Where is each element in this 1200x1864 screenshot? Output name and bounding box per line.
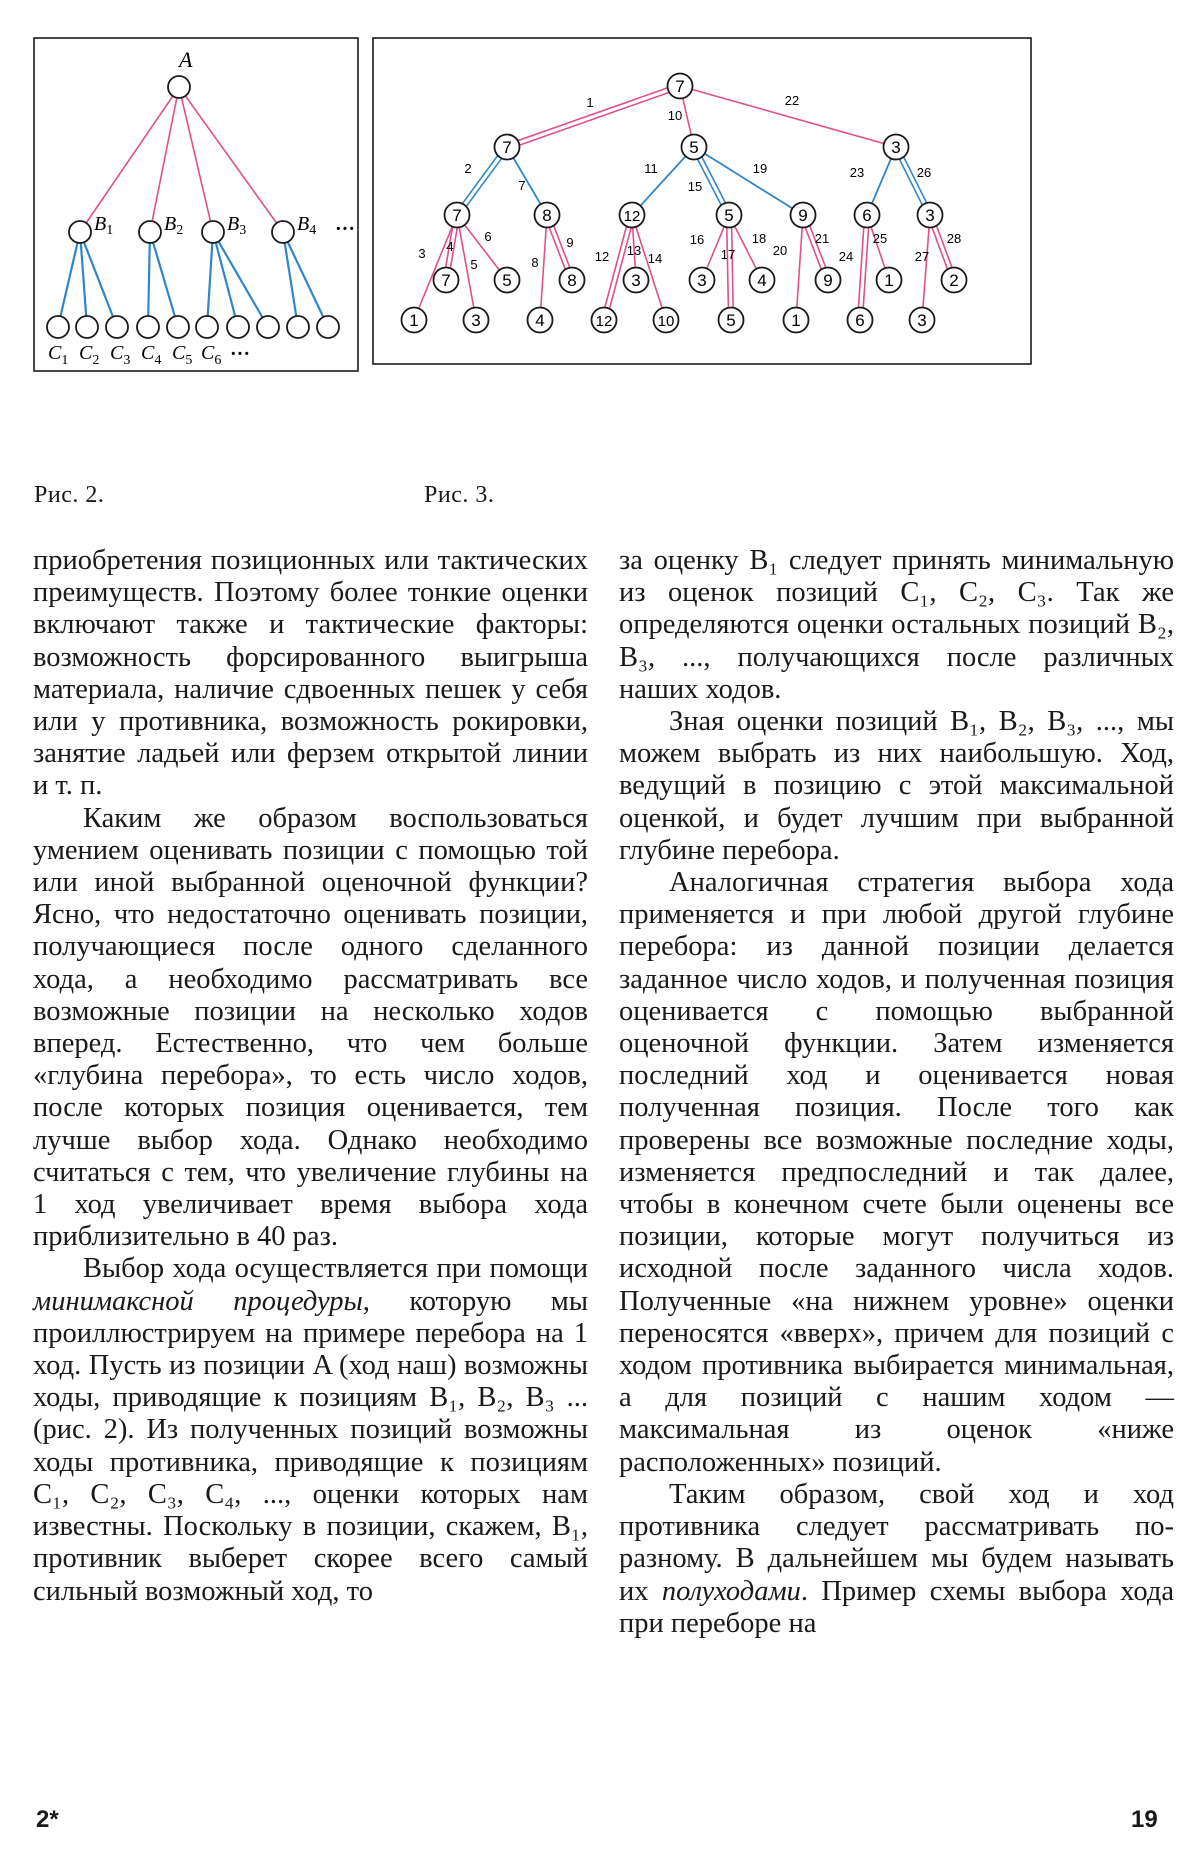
position-node: [76, 316, 98, 338]
edge-number: 28: [946, 231, 962, 246]
position-node: [528, 308, 553, 333]
edge-number: 22: [784, 93, 800, 108]
position-node: [167, 316, 189, 338]
paragraph: за оценку B₁ следует принять минимальную из оценок позиций C₁, C₂, C₃. Так же определяются оценки остальных позиций B₂, B₃, ..., получающихся после различных наших ходов.: [619, 545, 1174, 705]
position-node-value: 6: [862, 206, 872, 225]
position-node: [816, 268, 841, 293]
position-node-value: 3: [925, 206, 935, 225]
position-node-value: 5: [724, 206, 734, 225]
position-node: [791, 203, 816, 228]
paragraph: [33, 1253, 588, 1607]
edge-number: 15: [687, 179, 703, 194]
position-node: [495, 268, 520, 293]
edge-our-best-move: [508, 88, 681, 149]
edge-opponent-move: [58, 232, 80, 327]
position-node: [495, 135, 520, 160]
edge-number: 14: [647, 251, 663, 266]
node-label: $C_4$: [141, 342, 162, 368]
position-node-value: 5: [502, 271, 512, 290]
position-node-value: 4: [757, 271, 767, 290]
position-node: [750, 268, 775, 293]
figure-3-caption: Рис. 3.: [424, 482, 495, 508]
edge-number: 11: [644, 161, 658, 176]
position-node: [227, 316, 249, 338]
node-label-subscript: 2: [92, 353, 100, 368]
position-node: [682, 135, 707, 160]
node-label: $B_4$: [297, 213, 317, 238]
edge-number: 21: [814, 231, 830, 246]
figure-3-svg: [372, 37, 1034, 367]
position-node: [445, 203, 470, 228]
position-node: [287, 316, 309, 338]
position-node-value: 4: [535, 311, 545, 330]
position-node: [877, 268, 902, 293]
position-node: [272, 221, 294, 243]
node-label-subscript: 3: [239, 223, 247, 238]
right-column: [619, 545, 1174, 1640]
position-node: [317, 316, 339, 338]
edge-opponent-move: [150, 232, 178, 327]
position-node-value: 6: [855, 311, 865, 330]
edge-our-best-move: [731, 215, 733, 320]
node-label: $B_2$: [164, 213, 184, 238]
edge-opponent-move: [213, 232, 238, 327]
position-node: [910, 308, 935, 333]
edge-number: 12: [594, 249, 610, 264]
edge-number: 13: [626, 243, 642, 258]
text-run: Выбор хода осуществляется при помощи: [83, 1253, 588, 1285]
node-label: $C_2$: [79, 342, 100, 368]
position-node-value: 3: [917, 311, 927, 330]
position-node: [620, 203, 645, 228]
position-node: [942, 268, 967, 293]
edge-opponent-move: [632, 147, 694, 215]
position-node: [202, 221, 224, 243]
edge-number: 9: [566, 235, 574, 250]
position-node-value: 8: [542, 206, 552, 225]
position-node: [848, 308, 873, 333]
figure-2-root-label: A: [179, 47, 193, 72]
position-node-value: 9: [798, 206, 808, 225]
node-label-subscript: 2: [176, 223, 184, 238]
position-node: [918, 203, 943, 228]
position-node-value: 5: [726, 311, 736, 330]
figure-2-nodes: [47, 76, 339, 338]
position-node-value: 2: [949, 271, 959, 290]
position-node: [137, 316, 159, 338]
position-node: [717, 203, 742, 228]
position-node: [654, 308, 679, 333]
figure-2: [33, 37, 361, 375]
edge-number: 16: [689, 232, 705, 247]
paragraph: Каким же образом воспользоваться умением оценивать позиции с помощью той или иной выбранной оценочной функции? Ясно, что недостаточно оценивать позиции, получающиеся после одного сделанного хода, а необходимо рассматривать все возможные позиции на несколько ходов вперед. Естественно, что чем больше «глубина перебора», то есть число ходов, после которых позиция оценивается, тем лучше выбор хода. Однако необходимо считаться с тем, что увеличение глубины на 1 ход увеличивает время выбора хода приблизительно в 40 раз.: [33, 802, 588, 1253]
edge-number: 7: [518, 178, 526, 193]
text-run: Таким образом, свой ход и ход противника следует рассматривать по-разному. В дальнейшем мы будем называть их: [619, 1478, 1174, 1607]
position-node-value: 9: [823, 271, 833, 290]
position-node-value: 1: [884, 271, 894, 290]
position-node-value: 1: [791, 311, 801, 330]
node-label-subscript: 6: [214, 353, 222, 368]
position-node: [139, 221, 161, 243]
paragraph: Зная оценки позиций B₁, B₂, B₃, ..., мы можем выбрать из них наибольшую. Ход, ведущий в позицию с этой максимальной оценкой, и будет лучшим при выбранной глубине перебора.: [619, 706, 1174, 866]
position-node-value: 1: [409, 311, 419, 330]
term-minimax: минимаксной процедуры: [33, 1285, 363, 1317]
position-node: [784, 308, 809, 333]
edge-number: 8: [531, 255, 539, 270]
edge-number: 26: [916, 165, 932, 180]
node-label-subscript: 4: [154, 353, 162, 368]
figure-3-nodes: [402, 74, 967, 333]
edge-opponent-move: [213, 232, 268, 327]
paragraph: приобретения позиционных или тактических преимуществ. Поэтому более тонкие оценки включают также и тактические факторы: возможность форсированного выигрыша материала, наличие сдвоенных пешек у себя или у противника, возможность рокировки, занятие ладьей или ферзем открытой линии и т. п.: [33, 545, 588, 802]
edge-our-best-move: [506, 84, 679, 145]
position-node: [719, 308, 744, 333]
paragraph: Аналогичная стратегия выбора хода применяется и при любой другой глубине перебора: из данной позиции делается заданное число ходов, и полученная позиция оценивается с помощью выбранной оценочной функции. Затем изменяется последний ход и оценивается новая полученная позиция. После того как проверены все возможные последние ходы, изменяется предпоследний и так далее, чтобы в конечном счете были оценены все позиции, которые могут получиться из исходной после заданного числа ходов. Полученные «на нижнем уровне» оценки переносятся «вверх», причем для позиций с ходом противника выбирается минимальная, а для позиций с нашим ходом — максимальная из оценок «ниже расположенных» позиций.: [619, 867, 1174, 1478]
edge-number: 5: [470, 257, 478, 272]
edge-number: 4: [446, 239, 454, 254]
text-run: . Пример схемы выбора хода при переборе на: [619, 1575, 1174, 1639]
position-node-value: 3: [891, 138, 901, 157]
edge-number: 19: [752, 161, 768, 176]
position-node-value: 12: [595, 313, 613, 330]
edge-number: 18: [751, 231, 767, 246]
node-label: $C_5$: [172, 342, 193, 368]
edge-our-move: [179, 87, 283, 232]
page-number: 19: [1131, 1806, 1158, 1833]
position-node: [257, 316, 279, 338]
position-node-value: 7: [452, 206, 462, 225]
position-node-value: 5: [689, 138, 699, 157]
position-node: [69, 221, 91, 243]
position-node: [690, 268, 715, 293]
position-node: [434, 268, 459, 293]
edge-number: 17: [720, 247, 736, 262]
node-label-subscript: 1: [106, 223, 114, 238]
edge-opponent-move: [207, 232, 213, 327]
position-node-value: 3: [697, 271, 707, 290]
term-half-moves: полуходами: [661, 1575, 801, 1607]
edge-number: 20: [772, 243, 788, 258]
position-node: [535, 203, 560, 228]
node-label: $C_1$: [48, 342, 69, 368]
figure-2-mid-ellipsis: ···: [335, 218, 356, 240]
edge-number: 27: [914, 249, 930, 264]
figure-2-edges: [58, 87, 328, 327]
figure-2-svg: [33, 37, 361, 375]
node-label-subscript: 4: [309, 223, 317, 238]
node-label: $C_6$: [201, 342, 222, 368]
figure-3: [372, 37, 1034, 367]
position-node-value: 12: [623, 208, 641, 225]
position-node-value: 7: [441, 271, 451, 290]
position-node: [402, 308, 427, 333]
edge-our-best-move: [602, 214, 630, 319]
position-node-value: 3: [631, 271, 641, 290]
edge-our-best-move: [727, 215, 729, 320]
position-node: [168, 76, 190, 98]
figure-2-leaf-labels: [48, 342, 221, 368]
edge-our-move: [179, 87, 213, 232]
edge-our-move: [922, 215, 930, 320]
position-node: [668, 74, 693, 99]
edge-number: 24: [838, 249, 854, 264]
edge-opponent-move: [694, 147, 803, 215]
node-label-subscript: 5: [185, 353, 193, 368]
edge-number: 3: [418, 246, 426, 261]
left-column: [33, 545, 588, 1608]
edge-number: 1: [586, 95, 594, 110]
edge-our-move: [796, 215, 803, 320]
edge-number: 23: [849, 165, 865, 180]
position-node-value: 7: [675, 77, 685, 96]
edge-number: 10: [667, 108, 683, 123]
position-node: [47, 316, 69, 338]
position-node-value: 10: [657, 313, 675, 330]
position-node: [106, 316, 128, 338]
figure-3-edge-numbers: [418, 93, 961, 272]
position-node-value: 3: [471, 311, 481, 330]
edge-number: 25: [872, 231, 888, 246]
position-node: [855, 203, 880, 228]
node-label-subscript: 1: [61, 353, 69, 368]
position-node: [592, 308, 617, 333]
position-node: [464, 308, 489, 333]
position-node: [884, 135, 909, 160]
figure-2-caption: Рис. 2.: [34, 482, 105, 508]
node-label-subscript: 3: [123, 353, 131, 368]
edge-our-move: [540, 215, 547, 320]
signature-mark: 2*: [36, 1806, 59, 1833]
edge-number: 6: [484, 229, 492, 244]
node-label: $B_1$: [94, 213, 114, 238]
edge-opponent-move: [148, 232, 150, 327]
paragraph: [619, 1479, 1174, 1640]
text-run: , которую мы проиллюстрируем на примере перебора на 1 ход. Пусть из позиции A (ход наш) возможны ходы, приводящие к позициям B₁, B₂, B₃ ... (рис. 2). Из полученных позиций возможны ходы противника, приводящие к позициям C₁, C₂, C₃, C₄, ..., оценки которых нам известны. Поскольку в позиции, скажем, B₁, противник выберет скорее всего самый сильный возможный ход, то: [33, 1285, 588, 1607]
position-node-value: 7: [502, 138, 512, 157]
position-node: [196, 316, 218, 338]
position-node: [624, 268, 649, 293]
node-label: $C_3$: [110, 342, 131, 368]
node-label: $B_3$: [227, 213, 247, 238]
position-node-value: 8: [567, 271, 577, 290]
edge-number: 2: [464, 161, 472, 176]
position-node: [560, 268, 585, 293]
figure-2-leaf-ellipsis: ···: [230, 343, 251, 365]
